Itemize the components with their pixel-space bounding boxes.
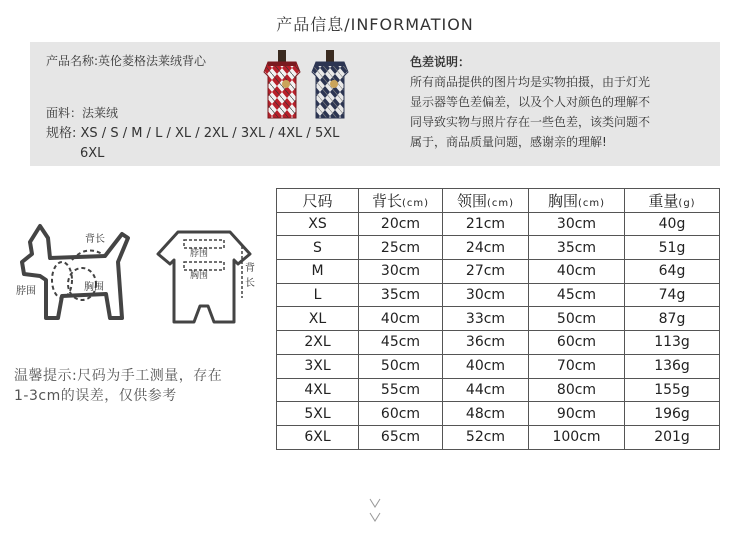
table-cell: 113g bbox=[625, 331, 720, 355]
table-cell: 70cm bbox=[529, 354, 625, 378]
table-cell: 51g bbox=[625, 236, 720, 260]
table-cell: S bbox=[277, 236, 359, 260]
header-weight: 重量(g) bbox=[625, 189, 720, 213]
table-cell: 155g bbox=[625, 378, 720, 402]
table-cell: M bbox=[277, 260, 359, 284]
table-cell: 64g bbox=[625, 260, 720, 284]
table-cell: 40cm bbox=[529, 260, 625, 284]
size-table-header bbox=[277, 189, 720, 213]
product-details bbox=[46, 52, 206, 122]
table-cell: 60cm bbox=[359, 402, 443, 426]
dog-neck-label: 脖围 bbox=[16, 286, 36, 297]
dog-back-label: 背长 bbox=[85, 234, 105, 245]
table-cell: 50cm bbox=[529, 307, 625, 331]
table-cell: 30cm bbox=[529, 212, 625, 236]
dog-chest-label: 胸围 bbox=[84, 282, 104, 293]
header-back-length: 背长(cm) bbox=[359, 189, 443, 213]
table-cell: 21cm bbox=[443, 212, 529, 236]
header-chest: 胸围(cm) bbox=[529, 189, 625, 213]
table-cell: 65cm bbox=[359, 425, 443, 449]
table-row bbox=[277, 354, 720, 378]
table-cell: 136g bbox=[625, 354, 720, 378]
table-cell: 27cm bbox=[443, 260, 529, 284]
table-cell: 30cm bbox=[359, 260, 443, 284]
table-cell: 87g bbox=[625, 307, 720, 331]
product-info-panel bbox=[30, 42, 720, 166]
table-cell: XL bbox=[277, 307, 359, 331]
garment-neck-label: 脖围 bbox=[190, 249, 209, 259]
table-cell: 25cm bbox=[359, 236, 443, 260]
table-cell: 3XL bbox=[277, 354, 359, 378]
table-row bbox=[277, 283, 720, 307]
table-cell: 40cm bbox=[443, 354, 529, 378]
table-row bbox=[277, 402, 720, 426]
table-cell: 55cm bbox=[359, 378, 443, 402]
table-cell: 40cm bbox=[359, 307, 443, 331]
table-cell: 45cm bbox=[529, 283, 625, 307]
table-cell: 33cm bbox=[443, 307, 529, 331]
product-name: 产品名称:英伦菱格法莱绒背心 bbox=[46, 54, 207, 68]
measurement-tip bbox=[14, 366, 274, 406]
color-difference-note bbox=[410, 52, 710, 152]
chevron-down-icon bbox=[368, 497, 382, 527]
garment-back-label-2: 长 bbox=[245, 278, 255, 289]
red-sweater-image bbox=[262, 50, 302, 120]
table-cell: 52cm bbox=[443, 425, 529, 449]
garment-back-label-1: 背 bbox=[245, 263, 255, 274]
navy-sweater-image bbox=[310, 50, 350, 120]
table-cell: 80cm bbox=[529, 378, 625, 402]
table-row bbox=[277, 378, 720, 402]
table-cell: L bbox=[277, 283, 359, 307]
table-cell: 30cm bbox=[443, 283, 529, 307]
color-note-line: 所有商品提供的图片均是实物拍摄，由于灯光 bbox=[410, 75, 651, 89]
table-cell: 35cm bbox=[359, 283, 443, 307]
table-cell: 74g bbox=[625, 283, 720, 307]
table-cell: 24cm bbox=[443, 236, 529, 260]
sizes-wrap: 6XL bbox=[80, 146, 105, 161]
table-cell: 50cm bbox=[359, 354, 443, 378]
table-cell: 4XL bbox=[277, 378, 359, 402]
table-cell: 60cm bbox=[529, 331, 625, 355]
table-cell: 20cm bbox=[359, 212, 443, 236]
table-row bbox=[277, 260, 720, 284]
table-cell: 44cm bbox=[443, 378, 529, 402]
color-note-line: 显示器等色差偏差，以及个人对颜色的理解不 bbox=[410, 95, 651, 109]
table-cell: 90cm bbox=[529, 402, 625, 426]
garment-chest-label: 胸围 bbox=[190, 271, 209, 281]
table-cell: 35cm bbox=[529, 236, 625, 260]
color-note-heading: 色差说明： bbox=[410, 55, 471, 69]
table-row bbox=[277, 212, 720, 236]
table-row bbox=[277, 307, 720, 331]
table-row bbox=[277, 425, 720, 449]
table-cell: 6XL bbox=[277, 425, 359, 449]
page-title: 产品信息/INFORMATION bbox=[276, 15, 474, 34]
tip-line: 温馨提示:尺码为手工测量，存在 bbox=[14, 368, 223, 384]
color-note-line: 属于，商品质量问题，感谢亲的理解! bbox=[410, 135, 607, 149]
size-table bbox=[276, 188, 720, 450]
product-sizes bbox=[46, 124, 416, 164]
header-size: 尺码 bbox=[277, 189, 359, 213]
table-cell: 201g bbox=[625, 425, 720, 449]
table-cell: 48cm bbox=[443, 402, 529, 426]
table-cell: 5XL bbox=[277, 402, 359, 426]
product-material: 面料：法莱绒 bbox=[46, 106, 119, 120]
table-cell: 36cm bbox=[443, 331, 529, 355]
table-cell: 2XL bbox=[277, 331, 359, 355]
garment-measure-diagram bbox=[150, 226, 265, 331]
table-cell: XS bbox=[277, 212, 359, 236]
table-cell: 196g bbox=[625, 402, 720, 426]
table-cell: 40g bbox=[625, 212, 720, 236]
table-cell: 100cm bbox=[529, 425, 625, 449]
table-cell: 45cm bbox=[359, 331, 443, 355]
table-row bbox=[277, 236, 720, 260]
dog-measure-diagram bbox=[10, 218, 145, 338]
color-note-line: 同导致实物与照片存在一些色差，该类问题不 bbox=[410, 115, 651, 129]
header-neck: 领围(cm) bbox=[443, 189, 529, 213]
table-row bbox=[277, 331, 720, 355]
tip-line: 1-3cm的误差，仅供参考 bbox=[14, 388, 177, 404]
sizes-label: 规格: XS / S / M / L / XL / 2XL / 3XL / 4XL / 5XL bbox=[46, 126, 340, 141]
